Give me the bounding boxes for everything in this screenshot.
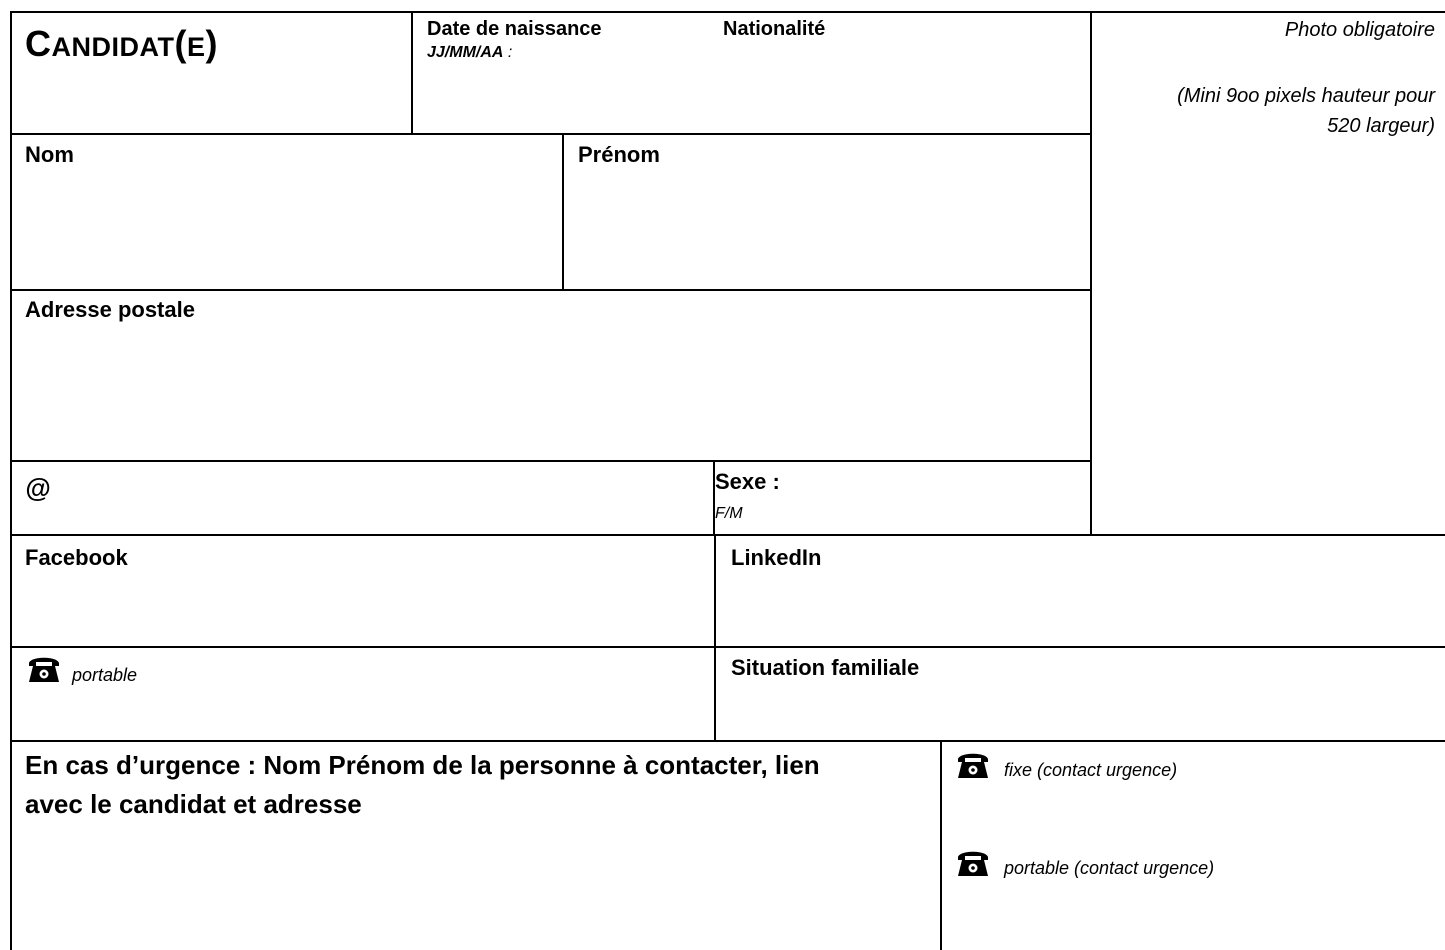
sexe-options: F/M [715, 505, 743, 522]
email-label: @ [25, 473, 51, 503]
birth-date-label: Date de naissance [427, 18, 602, 40]
rule-row1 [10, 133, 1092, 135]
rule-social-mid [714, 534, 716, 742]
telephone-icon [956, 750, 990, 780]
candidat-title: CANDIDAT(E) [25, 23, 218, 64]
sexe-label: Sexe : [715, 469, 780, 494]
rule-row4 [10, 534, 1445, 536]
adresse-label: Adresse postale [25, 297, 195, 322]
urgence-fixe-label: fixe (contact urgence) [1004, 760, 1178, 780]
rule-row3 [10, 460, 1092, 462]
rule-row6 [10, 740, 1445, 742]
urgence-portable-label: portable (contact urgence) [1004, 858, 1215, 878]
photo-size-note-line2: 520 largeur) [1327, 115, 1435, 137]
photo-required-note: Photo obligatoire [1284, 19, 1435, 41]
telephone-icon [956, 848, 990, 878]
nationality-label: Nationalité [723, 18, 826, 40]
facebook-label: Facebook [25, 545, 128, 570]
rule-top [10, 11, 1445, 13]
rule-candidat-right [411, 11, 413, 135]
rule-urgence-mid [940, 740, 942, 950]
rule-nom-right [562, 133, 564, 291]
photo-size-note-line1: (Mini 9oo pixels hauteur pour [1177, 85, 1435, 107]
urgence-contact-line2: avec le candidat et adresse [25, 789, 362, 819]
linkedin-label: LinkedIn [731, 545, 822, 570]
nom-label: Nom [25, 142, 74, 167]
urgence-contact-line1: En cas d’urgence : Nom Prénom de la personne à contacter, lien [25, 750, 820, 780]
rule-photo-left [1090, 11, 1092, 536]
birth-date-format: JJ/MM/AA : [427, 44, 513, 61]
rule-left [10, 11, 12, 950]
portable-label: portable [72, 665, 138, 685]
prenom-label: Prénom [578, 142, 660, 167]
telephone-icon [27, 654, 61, 684]
rule-row2 [10, 289, 1092, 291]
rule-row5 [10, 646, 1445, 648]
situation-familiale-label: Situation familiale [731, 655, 920, 680]
